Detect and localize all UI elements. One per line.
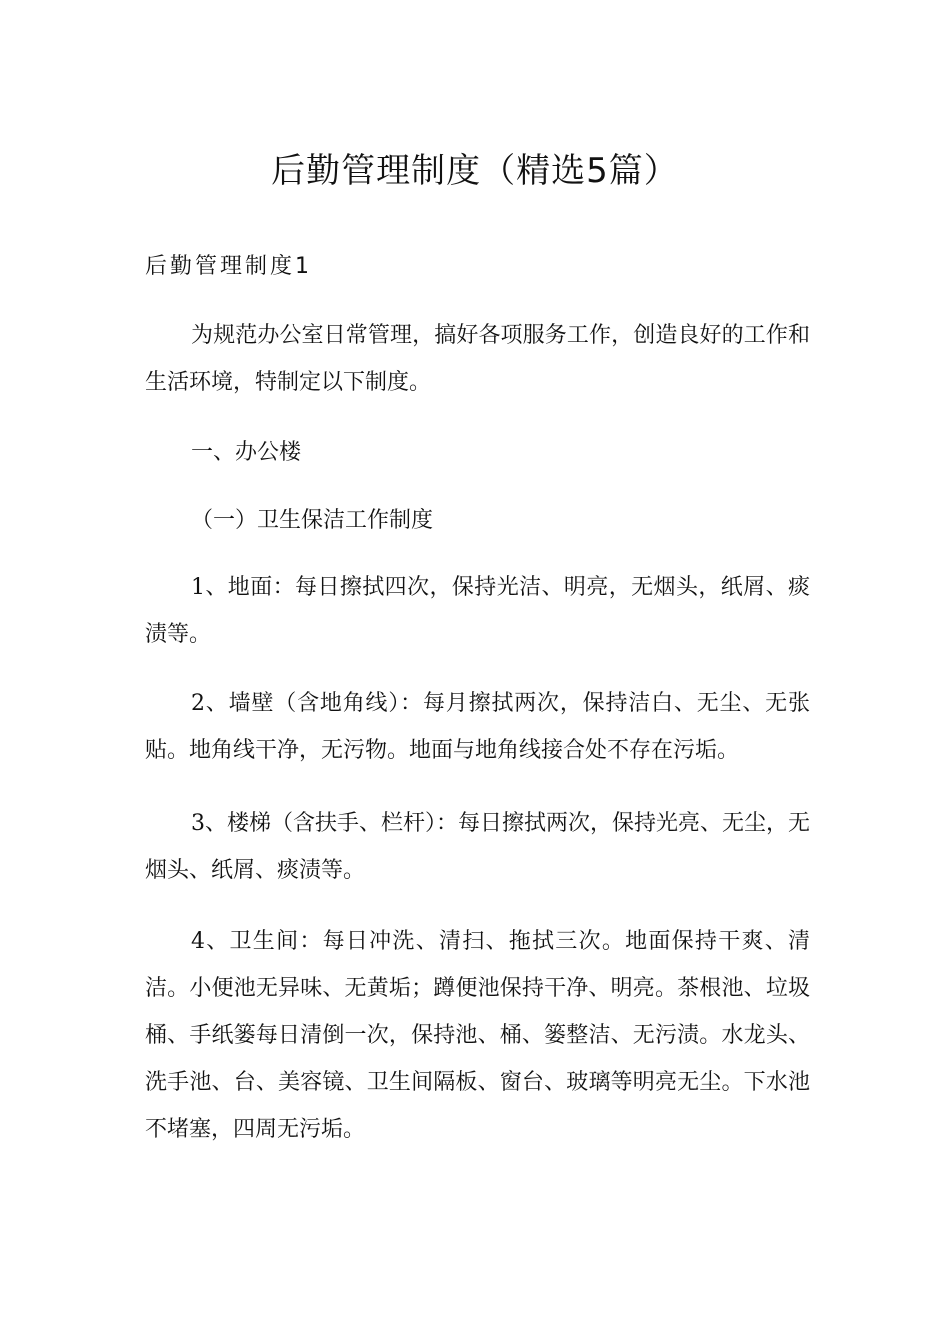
document-title: 后勤管理制度（精选5篇） bbox=[271, 150, 679, 191]
rule-item-walls: 2、墙壁（含地角线）：每月擦拭两次，保持洁白、无尘、无张贴。地角线干净，无污物。地面与地角线接合处不存在污垢。 bbox=[145, 691, 810, 763]
rule-item-floor: 1、地面：每日擦拭四次，保持光洁、明亮，无烟头，纸屑、痰渍等。 bbox=[145, 575, 810, 647]
section-heading: 后勤管理制度1 bbox=[145, 254, 312, 279]
rule-item-stairs: 3、楼梯（含扶手、栏杆）：每日擦拭两次，保持光亮、无尘，无烟头、纸屑、痰渍等。 bbox=[145, 811, 810, 883]
subheading-office-building: 一、办公楼 bbox=[191, 440, 302, 465]
rule-item-restroom: 4、卫生间：每日冲洗、清扫、拖拭三次。地面保持干爽、清洁。小便池无异味、无黄垢；蹲便池保持干净、明亮。茶根池、垃圾桶、手纸篓每日清倒一次，保持池、桶、篓整洁、无污渍。水龙头、洗手池、台、美容镜、卫生间隔板、窗台、玻璃等明亮无尘。下水池不堵塞，四周无污垢。 bbox=[145, 929, 810, 1142]
subheading-cleaning-rules: （一）卫生保洁工作制度 bbox=[191, 508, 434, 533]
intro-paragraph: 为规范办公室日常管理，搞好各项服务工作，创造良好的工作和生活环境，特制定以下制度。 bbox=[145, 323, 810, 395]
